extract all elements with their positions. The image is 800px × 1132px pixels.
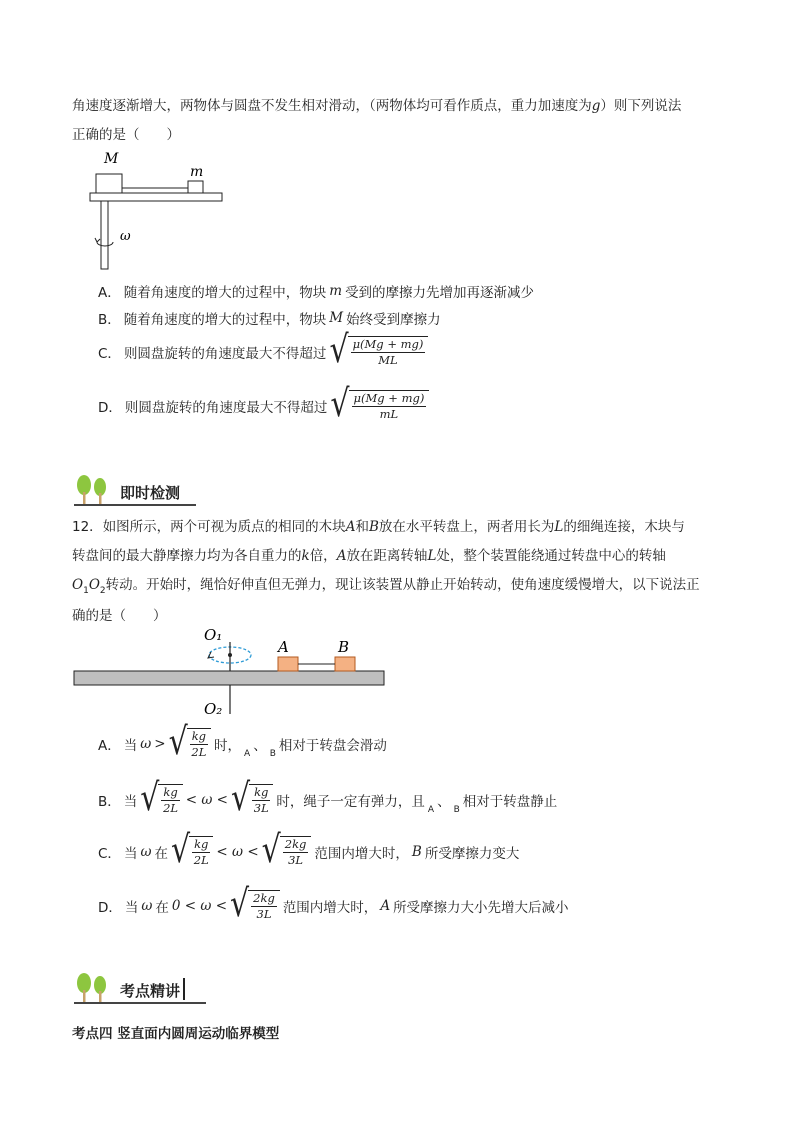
- disk: [90, 193, 222, 201]
- label-O1: O₁: [204, 626, 223, 644]
- label-B: B: [338, 638, 350, 656]
- label-omega: ω: [120, 229, 131, 244]
- banner-underline: [74, 1002, 206, 1004]
- tree-icon: [74, 972, 114, 1004]
- q12-stem: 12．如图所示，两个可视为质点的相同的木块A和B放在水平转盘上，两者用长为L的细绳连接，木块与 转盘间的最大静摩擦力均为各自重力的k倍，A放在距离转轴L处，整个装置能绕通过转盘中心的转轴 $O_1O_2$转动。开始时，绳恰好伸直但无弹力，现让该装置从静止开始转动，使角速度缓慢增大，以下说法正 确的是（ ）: [72, 519, 700, 624]
- q11-option-a[interactable]: A． 随着角速度的增大的过程中，物块 m 受到的摩擦力先增加再逐渐减少: [98, 283, 535, 301]
- section-banner-key-points: [74, 970, 206, 1004]
- sqrt-expression: √ $\frac{kg}{2L}$: [169, 728, 211, 760]
- label-M: M: [104, 151, 119, 167]
- q11-figure-rotating-rod: [86, 148, 236, 273]
- sqrt-expression: √ $\frac{kg}{3L}$: [231, 784, 273, 816]
- text-cursor: [183, 978, 185, 1000]
- sqrt-expression: √ $\frac{\mu(Mg + mg)}{mL}$: [330, 390, 429, 422]
- sqrt-expression: √ $\frac{\mu(Mg + mg)}{ML}$: [329, 336, 428, 368]
- q11-option-d[interactable]: D． 则圆盘旋转的角速度最大不得超过 √ $\frac{\mu(Mg + mg)}{mL}$: [98, 390, 429, 422]
- q12-option-c[interactable]: C． 当 ω 在 √ $\frac{kg}{2L}$ < ω < √ $\frac{2kg}{3L}$ 范围内增大时， B 所受摩擦力变大: [98, 828, 520, 872]
- q12-figure-turntable: [72, 622, 388, 722]
- axle: [101, 201, 108, 269]
- connecting-rod: [122, 188, 188, 193]
- section-banner-instant-check: [74, 472, 196, 506]
- q12-option-b[interactable]: B． 当 √ $\frac{kg}{2L}$ < ω < √ $\frac{kg}{3L}$ 时，绳子一定有弹力，且 A 、 B 相对于转盘静止: [98, 776, 558, 820]
- q11-option-c[interactable]: C． 则圆盘旋转的角速度最大不得超过 √ $\frac{\mu(Mg + mg)}{ML}$: [98, 336, 428, 368]
- block-A: [278, 657, 298, 671]
- banner-title: 即时检测: [120, 484, 181, 502]
- sqrt-expression: √ $\frac{2kg}{3L}$: [230, 890, 280, 922]
- block-B: [335, 657, 355, 671]
- q12-option-d[interactable]: D． 当 ω 在 0 < ω < √ $\frac{2kg}{3L}$ 范围内增大时， A 所受摩擦力大小先增大后减小: [98, 882, 569, 926]
- banner-underline: [74, 504, 196, 506]
- sqrt-expression: √ $\frac{kg}{2L}$: [140, 784, 182, 816]
- section-heading: 考点四 竖直面内圆周运动临界模型: [72, 1026, 280, 1042]
- label-m: m: [190, 164, 204, 180]
- tree-icon: [74, 474, 114, 506]
- turntable: [74, 671, 384, 685]
- sqrt-expression: √ $\frac{2kg}{3L}$: [262, 836, 312, 868]
- banner-title: 考点精讲: [120, 982, 181, 1000]
- q11-option-b[interactable]: B． 随着角速度的增大的过程中，物块 M 始终受到摩擦力: [98, 310, 441, 328]
- block-M: [96, 174, 122, 193]
- label-O2: O₂: [204, 700, 223, 718]
- q11-stem: 角速度逐渐增大，两物体与圆盘不发生相对滑动，（两物体均可看作质点，重力加速度为g）则下列说法 正确的是（ ）: [72, 98, 682, 143]
- label-A: A: [278, 638, 289, 656]
- block-m: [188, 181, 203, 193]
- sqrt-expression: √ $\frac{kg}{2L}$: [171, 836, 213, 868]
- q12-option-a[interactable]: A． 当 ω > √ $\frac{kg}{2L}$ 时， A 、 B 相对于转盘会滑动: [98, 720, 387, 764]
